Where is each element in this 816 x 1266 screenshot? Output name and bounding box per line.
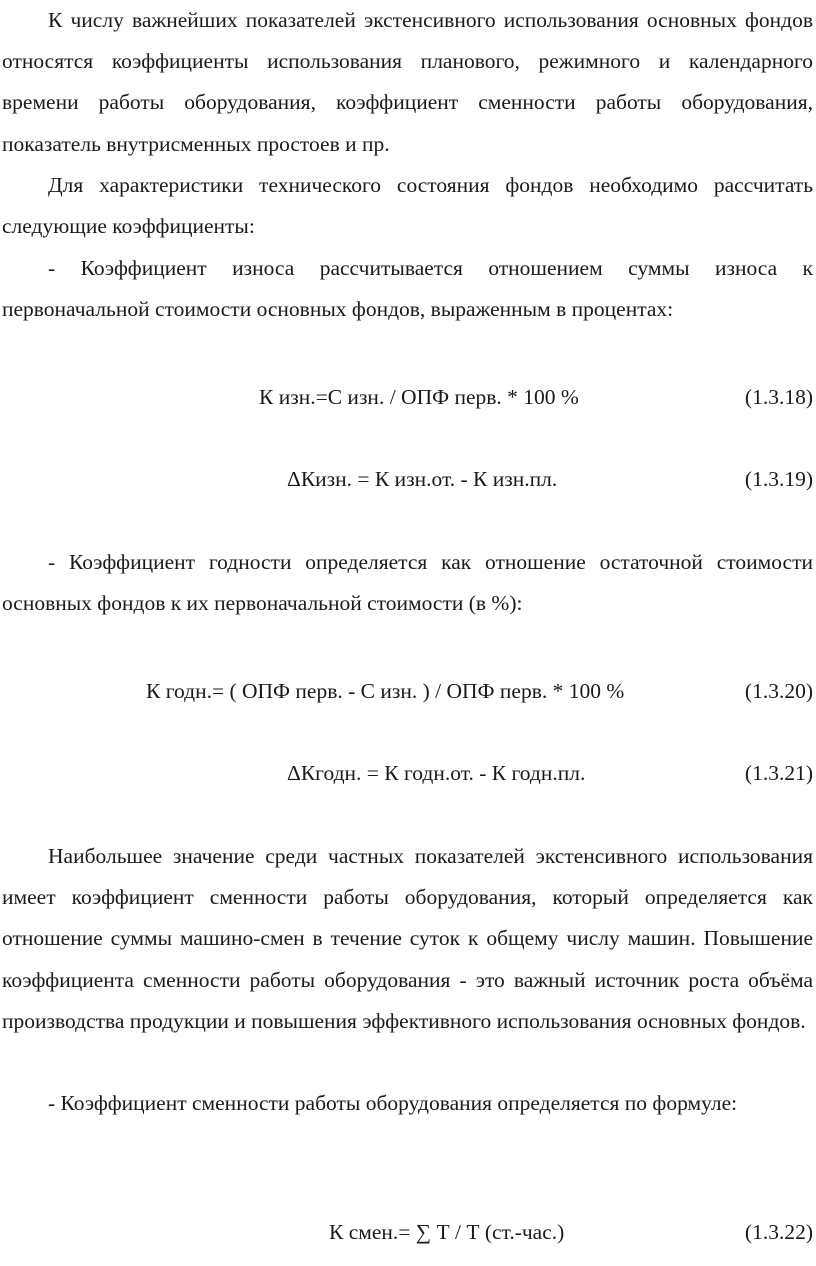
paragraph-technical-condition: Для характеристики технического состояния фондов необходимо рассчитать следующие коэффициенты: xyxy=(2,173,813,239)
formula-row-1-3-18 xyxy=(0,377,816,417)
formula-expression: К изн.=С изн. / ОПФ перв. * 100 % xyxy=(259,385,579,409)
formula-expression: ΔКгодн. = К годн.от. - К годн.пл. xyxy=(287,761,586,785)
paragraph-fitness-coefficient: - Коэффициент годности определяется как отношение остаточной стоимости основных фондов к их первоначальной стоимости (в %): xyxy=(2,550,813,616)
equation-number: (1.3.22) xyxy=(744,1220,813,1244)
formula-row-1-3-21 xyxy=(0,753,816,793)
paragraph-extensive-indicators: К числу важнейших показателей экстенсивного использования основных фондов относятся коэффициенты использования планового, режимного и календарного времени работы оборудования, коэффициент сменности работы оборудования, показатель внутрисменных простоев и пр. xyxy=(2,8,813,156)
paragraph-shift-coefficient-importance: Наибольшее значение среди частных показателей экстенсивного использования имеет коэффициент сменности работы оборудования, который определяется как отношение суммы машино-смен в течение суток к общему числу машин. Повышение коэффициента сменности работы оборудования - это важный источник роста объёма производства продукции и повышения эффективного использования основных фондов. xyxy=(2,844,813,1033)
formula-row-1-3-20 xyxy=(0,671,816,711)
equation-number: (1.3.19) xyxy=(744,467,813,491)
equation-number: (1.3.20) xyxy=(744,679,813,703)
formula-row-1-3-22 xyxy=(0,1212,816,1252)
formula-row-1-3-19 xyxy=(0,459,816,499)
equation-number: (1.3.18) xyxy=(744,385,813,409)
formula-expression: ΔКизн. = К изн.от. - К изн.пл. xyxy=(287,467,558,491)
equation-number: (1.3.21) xyxy=(744,761,813,785)
paragraph-shift-coefficient-formula-intro: - Коэффициент сменности работы оборудования определяется по формуле: xyxy=(48,1091,738,1115)
paragraph-wear-coefficient: - Коэффициент износа рассчитывается отношением суммы износа к первоначальной стоимости основных фондов, выраженным в процентах: xyxy=(2,256,813,322)
formula-expression: К смен.= ∑ Т / Т (ст.-час.) xyxy=(329,1220,565,1244)
formula-expression: К годн.= ( ОПФ перв. - С изн. ) / ОПФ перв. * 100 % xyxy=(146,679,625,703)
